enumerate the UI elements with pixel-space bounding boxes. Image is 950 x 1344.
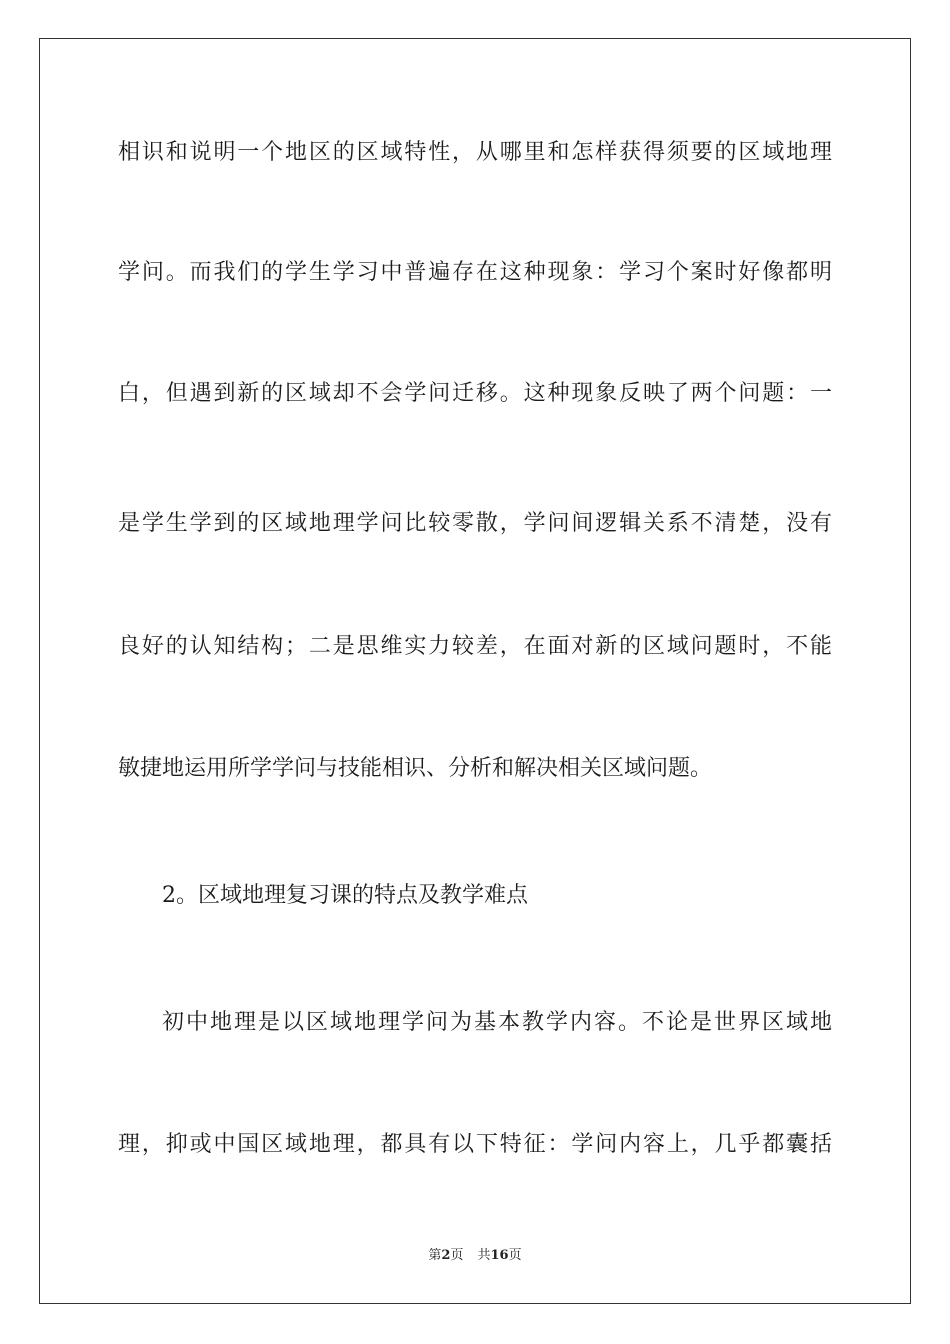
body-line-4: 是学生学到的区域地理学问比较零散，学问间逻辑关系不清楚，没有 bbox=[118, 511, 832, 536]
body-line-6: 敏捷地运用所学学问与技能相识、分析和解决相关区域问题。 bbox=[118, 756, 713, 781]
body-line-1: 相识和说明一个地区的区域特性，从哪里和怎样获得须要的区域地理 bbox=[118, 140, 832, 165]
body-line-8: 理，抑或中国区域地理，都具有以下特征：学问内容上，几乎都囊括 bbox=[118, 1132, 832, 1157]
footer-total-suffix: 页 bbox=[508, 1248, 522, 1263]
footer-page-suffix: 页 bbox=[450, 1248, 464, 1263]
footer-page-number: 2 bbox=[441, 1248, 451, 1263]
body-line-2: 学问。而我们的学生学习中普遍存在这种现象：学习个案时好像都明 bbox=[118, 260, 832, 285]
body-line-3: 白，但遇到新的区域却不会学问迁移。这种现象反映了两个问题：一 bbox=[118, 381, 832, 406]
page-frame bbox=[39, 38, 911, 1304]
footer-total-prefix: 共 bbox=[477, 1248, 491, 1263]
section-heading: 2。区域地理复习课的特点及教学难点 bbox=[162, 883, 528, 908]
footer-prefix: 第 bbox=[428, 1248, 442, 1263]
body-line-5: 良好的认知结构；二是思维实力较差，在面对新的区域问题时，不能 bbox=[118, 634, 832, 659]
body-line-7: 初中地理是以区域地理学问为基本教学内容。不论是世界区域地 bbox=[162, 1010, 832, 1035]
page-footer bbox=[0, 1247, 950, 1265]
footer-total-pages: 16 bbox=[490, 1248, 509, 1263]
